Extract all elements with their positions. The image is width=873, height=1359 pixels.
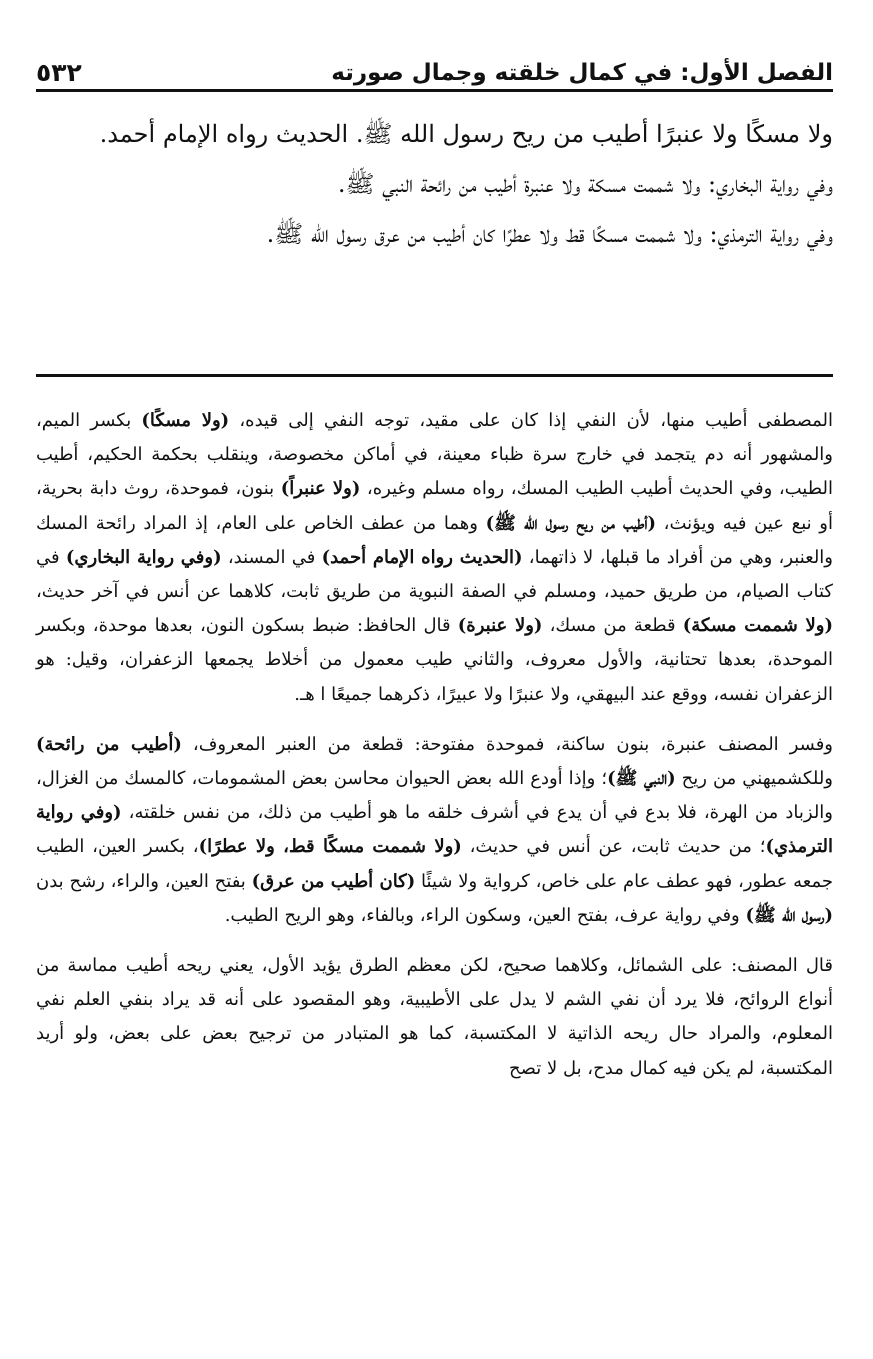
sharh-commentary — [36, 404, 833, 1086]
commentary-text: ؛ وإذا أودع الله بعض الحيوان محاسن بعض المشمومات، كالمسك من الغزال، والزباد من الهرة، فلا بدع في أن يدع في أشرف خلقه ما هو أطيب من ذلك، من نفس خلقته، — [36, 768, 833, 824]
sharh-paragraph — [36, 949, 833, 1086]
commentary-text: المصطفى أطيب منها، لأن النفي إذا كان على مقيد، توجه النفي إلى قيده، — [229, 410, 833, 431]
commentary-text: في المسند، — [221, 546, 322, 568]
commentary-text: قال الحافظ: ضبط بسكون النون، بعدها موحدة، وبكسر الموحدة، بعدها تحتانية، والأول معروف، والثاني طيب معمول من أخلاط يجمعها الزعفران، وقيل: هو الزعفران نفسه، ووقع عند البيهقي، ولا عنبرًا ولا عبيرًا، ذكرهما جميعًا ا هـ. — [36, 615, 833, 705]
quoted-phrase: (الحديث رواه الإمام أحمد) — [321, 546, 523, 568]
sharh-paragraph — [36, 728, 833, 933]
commentary-text: ؛ من حديث ثابت، عن أنس في حديث، — [461, 836, 766, 858]
matn-text — [36, 112, 833, 262]
page-header — [36, 48, 833, 92]
quoted-phrase: (ولا شممت مسكة) — [682, 615, 833, 637]
quoted-phrase: (وفي رواية البخاري) — [65, 546, 222, 568]
chapter-title: الفصل الأول: في كمال خلقته وجمال صورته — [331, 60, 833, 86]
commentary-text: وفسر المصنف عنبرة، بنون ساكنة، فموحدة مفتوحة: قطعة من العنبر المعروف، — [181, 733, 833, 755]
commentary-text: وفي رواية عرف، بفتح العين، وسكون الراء، وبالفاء، وهو الريح الطيب. — [224, 904, 746, 926]
matn-paragraph: وفي رواية البخاري: ولا شممت مسكة ولا عنبرة أطيب من رائحة النبي ﷺ. — [337, 170, 833, 198]
commentary-text: بنون، فموحدة، روث دابة بحرية، أو نبع عين فيه ويؤنث، — [36, 478, 833, 534]
matn-paragraph: وفي رواية الترمذي: ولا شممت مسكًا قط ولا عطرًا كان أطيب من عرق رسول الله ﷺ. — [266, 220, 833, 248]
quoted-phrase: (ولا مسكًا) — [141, 410, 230, 431]
commentary-text: وللكشميهني من ريح — [675, 768, 833, 790]
commentary-text: وهما من عطف الخاص على العام، إذ المراد رائحة المسك والعنبر، وهي من أفراد ما قبلها، لا ذاتهما، — [36, 512, 834, 568]
quoted-phrase: (ولا عنبراً) — [280, 478, 361, 500]
quoted-phrase: (ولا عنبرة) — [457, 615, 543, 637]
quoted-phrase: (أطيب من رائحة) — [36, 733, 182, 755]
commentary-text: بفتح العين، والراء، رشح بدن — [36, 870, 252, 892]
commentary-text: قطعة من مسك، — [542, 615, 683, 637]
quoted-phrase: (أطيب من ريح رسول الله ﷺ) — [485, 512, 657, 534]
matn-paragraph: ولا مسكًا ولا عنبرًا أطيب من ريح رسول الله ﷺ. الحديث رواه الإمام أحمد. — [99, 120, 833, 148]
quoted-phrase: (وفي رواية الترمذي) — [36, 802, 833, 858]
commentary-text: في كتاب الصيام، من طريق حميد، ومسلم في الصفة النبوية من طريق ثابت، كلاهما عن أنس في آخر حديث، — [36, 546, 833, 603]
page-number: ٥٣٢ — [36, 58, 82, 87]
commentary-text: قال المصنف: على الشمائل، وكلاهما صحيح، لكن معظم الطرق يؤيد الأول، يعني ريحه أطيب مماسة من أنواع الروائح، فلا يرد أن نفي الشم لا يدل على الأطيبية، وهو المقصود على أنه قد يراد بنفي العلم نفي المعلوم، والمراد حال ريحه الذاتية لا المكتسبة، كما هو المتبادر من ترجيح بعض على بعض، ولو أريد المكتسبة، لم يكن فيه كمال مدح، بل لا تصح — [36, 955, 833, 1079]
quoted-phrase: (ولا شممت مسكًا قط، ولا عطرًا) — [198, 836, 462, 858]
quoted-phrase: (النبي ﷺ) — [607, 768, 676, 790]
commentary-text: ، بكسر العين، الطيب جمعه عطور، فهو عطف عام على خاص، كرواية ولا شيئًا — [36, 836, 833, 892]
quoted-phrase: (رسول الله ﷺ) — [745, 904, 833, 926]
commentary-text: بكسر الميم، والمشهور أنه دم يتجمد في خارج سرة ظباء معينة، في أماكن مخصوصة، وينقلب بحكمة الحكيم، أطيب الطيب، وفي الحديث أطيب الطيب المسك، رواه مسلم وغيره، — [36, 410, 833, 500]
quoted-phrase: (كان أطيب من عرق) — [251, 870, 416, 892]
sharh-paragraph — [36, 404, 833, 712]
footnote-divider — [36, 374, 833, 377]
